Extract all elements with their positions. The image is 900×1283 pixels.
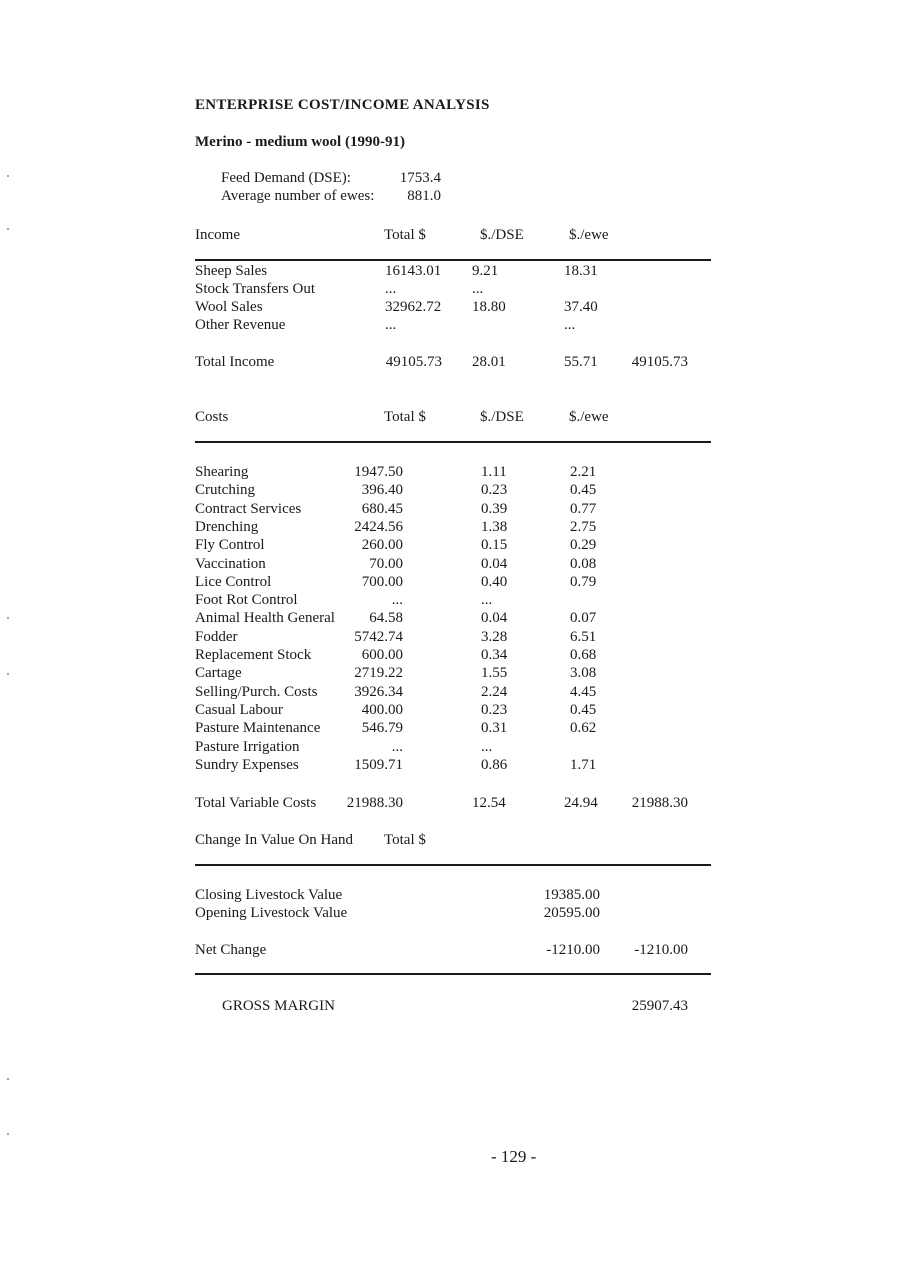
page-number: - 129 -: [491, 1147, 537, 1166]
income-row-dse: 18.80: [472, 299, 506, 315]
cost-row-total: 3926.34: [354, 683, 403, 700]
net-change-grand: -1210.00: [634, 942, 688, 958]
cost-row-dse: 0.23: [481, 701, 508, 718]
income-row-label: Other Revenue: [195, 317, 286, 333]
income-row-ewe: 37.40: [564, 299, 598, 315]
total-variable-costs-dse: 12.54: [472, 795, 506, 811]
scan-speck: [7, 617, 9, 619]
feed-demand-label: Feed Demand (DSE):: [221, 170, 351, 186]
cost-row-dse: 0.31: [481, 720, 508, 737]
cost-row-dse: 0.23: [481, 482, 508, 499]
closing-livestock-label: Closing Livestock Value: [195, 887, 343, 903]
cost-row-total: 400.00: [361, 701, 403, 718]
cost-row-total: 546.79: [361, 720, 403, 737]
opening-livestock-value: 20595.00: [543, 905, 600, 921]
cost-row-total: 2424.56: [354, 518, 403, 535]
total-income-dse: 28.01: [472, 354, 506, 370]
total-variable-costs-grand: 21988.30: [631, 795, 688, 811]
income-row-total: ...: [385, 281, 397, 297]
cost-row-dse: 1.55: [481, 665, 508, 682]
cost-row-label: Fodder: [195, 628, 238, 645]
income-header-rule: [195, 259, 711, 261]
income-row-total: 16143.01: [385, 263, 442, 279]
opening-livestock-label: Opening Livestock Value: [195, 905, 348, 921]
cost-row-dse: 0.40: [481, 573, 508, 590]
total-income-label: Total Income: [195, 354, 275, 370]
cost-row-dse: 0.04: [481, 555, 508, 572]
income-row-label: Sheep Sales: [195, 263, 268, 279]
cost-row-dse: 2.24: [481, 683, 508, 700]
cost-row-dse: 0.04: [481, 610, 508, 627]
cost-row-total: 2719.22: [354, 665, 403, 682]
income-row-ewe: ...: [564, 317, 576, 333]
cost-row-total: 600.00: [361, 647, 403, 663]
change-header-rule: [195, 864, 711, 866]
cost-row-total: 700.00: [361, 573, 403, 590]
cost-row-dse: ...: [481, 738, 493, 755]
income-header-dse: $./DSE: [480, 227, 524, 243]
cost-row-label: Replacement Stock: [195, 647, 312, 663]
cost-row-label: Drenching: [195, 518, 259, 535]
cost-row-dse: 3.28: [481, 628, 508, 645]
cost-row-label: Casual Labour: [195, 701, 283, 718]
gross-margin-value: 25907.43: [631, 998, 688, 1014]
cost-row-ewe: 0.79: [570, 573, 597, 590]
cost-row-label: Selling/Purch. Costs: [195, 683, 318, 700]
cost-row-label: Cartage: [195, 665, 242, 682]
cost-row-label: Pasture Irrigation: [195, 738, 300, 755]
costs-header-label: Costs: [195, 409, 229, 425]
income-header-label: Income: [195, 227, 240, 243]
cost-row-label: Vaccination: [195, 555, 266, 572]
income-row-dse: 9.21: [472, 263, 499, 279]
avg-ewes-label: Average number of ewes:: [221, 188, 375, 204]
cost-row-label: Shearing: [195, 464, 249, 480]
cost-row-dse: 1.11: [481, 464, 507, 480]
income-row-total: 32962.72: [385, 299, 442, 315]
page-subtitle: Merino - medium wool (1990-91): [195, 134, 405, 150]
cost-row-total: 64.58: [369, 610, 403, 627]
cost-row-total: 5742.74: [354, 628, 403, 645]
income-row-label: Wool Sales: [195, 299, 263, 315]
scan-speck: [7, 175, 9, 177]
scan-speck: [7, 673, 9, 675]
cost-row-ewe: 0.08: [570, 555, 597, 572]
cost-row-ewe: 2.75: [570, 518, 597, 535]
total-variable-costs-label: Total Variable Costs: [195, 795, 317, 811]
gross-margin-label: GROSS MARGIN: [222, 998, 335, 1014]
cost-row-dse: 0.15: [481, 537, 508, 554]
change-header-total: Total $: [384, 832, 426, 848]
income-header-ewe: $./ewe: [569, 227, 609, 243]
net-change-value: -1210.00: [546, 942, 600, 958]
cost-row-label: Pasture Maintenance: [195, 720, 321, 737]
total-income-grand: 49105.73: [631, 354, 688, 370]
net-change-label: Net Change: [195, 942, 267, 958]
cost-row-ewe: 6.51: [570, 628, 597, 645]
scan-speck: [7, 1133, 9, 1135]
cost-row-total: 680.45: [361, 500, 403, 517]
page-title: ENTERPRISE COST/INCOME ANALYSIS: [195, 97, 490, 113]
cost-row-total: ...: [391, 592, 403, 609]
cost-row-label: Foot Rot Control: [195, 592, 298, 609]
closing-livestock-value: 19385.00: [543, 887, 600, 903]
costs-header-ewe: $./ewe: [569, 409, 609, 425]
cost-row-ewe: 0.77: [570, 500, 597, 517]
avg-ewes-value: 881.0: [407, 188, 441, 204]
income-row-ewe: 18.31: [564, 263, 598, 279]
cost-row-dse: 1.38: [481, 518, 508, 535]
cost-row-total: 1947.50: [354, 464, 403, 480]
cost-row-dse: 0.39: [481, 500, 508, 517]
cost-row-ewe: 3.08: [570, 665, 597, 682]
cost-row-ewe: 0.68: [570, 647, 597, 663]
cost-row-total: 70.00: [369, 555, 403, 572]
total-income-ewe: 55.71: [564, 354, 598, 370]
cost-row-total: 1509.71: [354, 756, 403, 773]
income-row-dse: ...: [472, 281, 484, 297]
scan-speck: [7, 228, 9, 230]
total-variable-costs-ewe: 24.94: [564, 795, 598, 811]
costs-header-rule: [195, 441, 711, 443]
cost-row-ewe: 0.45: [570, 482, 597, 499]
income-row-total: ...: [385, 317, 397, 333]
costs-header-total: Total $: [384, 409, 426, 425]
cost-row-dse: 0.86: [481, 756, 508, 773]
income-row-label: Stock Transfers Out: [195, 281, 316, 297]
cost-row-ewe: 2.21: [570, 464, 597, 480]
cost-row-dse: ...: [481, 592, 493, 609]
total-variable-costs-total: 21988.30: [346, 795, 403, 811]
change-header-label: Change In Value On Hand: [195, 832, 354, 848]
scan-speck: [7, 1078, 9, 1080]
cost-row-label: Fly Control: [195, 537, 265, 554]
cost-row-label: Crutching: [195, 482, 255, 499]
cost-row-ewe: 0.62: [570, 720, 597, 737]
total-income-total: 49105.73: [385, 354, 442, 370]
cost-row-label: Contract Services: [195, 500, 302, 517]
cost-row-total: 260.00: [361, 537, 403, 554]
cost-row-ewe: 0.45: [570, 701, 597, 718]
cost-row-ewe: 0.29: [570, 537, 597, 554]
cost-row-label: Animal Health General: [195, 610, 335, 627]
cost-row-dse: 0.34: [481, 647, 508, 663]
cost-row-total: 396.40: [361, 482, 403, 499]
cost-row-ewe: 0.07: [570, 610, 597, 627]
feed-demand-value: 1753.4: [399, 170, 441, 186]
costs-header-dse: $./DSE: [480, 409, 524, 425]
cost-row-ewe: 1.71: [570, 756, 597, 773]
net-change-rule: [195, 973, 711, 975]
cost-row-ewe: 4.45: [570, 683, 597, 700]
cost-row-label: Sundry Expenses: [195, 756, 299, 773]
cost-row-total: ...: [391, 738, 403, 755]
cost-row-label: Lice Control: [195, 573, 272, 590]
income-header-total: Total $: [384, 227, 426, 243]
